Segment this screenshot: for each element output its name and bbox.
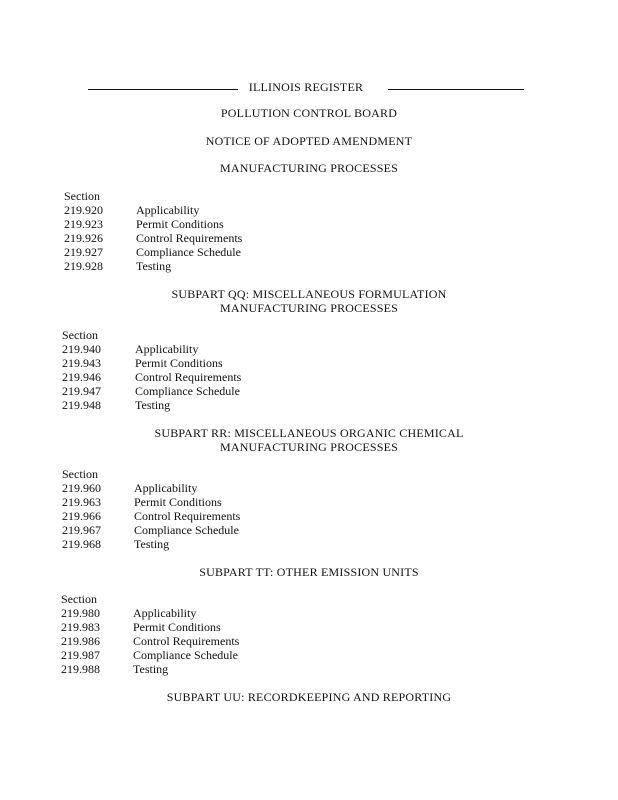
section-number: 219.927 xyxy=(64,245,103,259)
section-name: Control Requirements xyxy=(133,634,240,648)
section-name: Testing xyxy=(135,398,171,412)
list-item xyxy=(0,537,618,551)
register-header xyxy=(88,80,524,96)
list-item xyxy=(0,356,618,370)
section-name: Control Requirements xyxy=(134,509,241,523)
section-number: 219.963 xyxy=(62,495,101,509)
section-number: 219.960 xyxy=(62,481,101,495)
section-name: Compliance Schedule xyxy=(133,648,238,662)
section-number: 219.943 xyxy=(62,356,101,370)
section-number: 219.966 xyxy=(62,509,101,523)
list-item xyxy=(0,495,618,509)
list-item xyxy=(0,481,618,495)
section-number: 219.947 xyxy=(62,384,101,398)
header-rule-right xyxy=(388,89,524,90)
board-title: POLLUTION CONTROL BOARD xyxy=(220,106,398,120)
list-item xyxy=(0,217,618,231)
section-number: 219.940 xyxy=(62,342,101,356)
section-number: 219.920 xyxy=(64,203,103,217)
subpart-heading: SUBPART RR: MISCELLANEOUS ORGANIC CHEMICAL xyxy=(154,426,464,440)
section-number: 219.968 xyxy=(62,537,101,551)
list-item xyxy=(0,384,618,398)
section-label: Section xyxy=(61,592,97,606)
section-number: 219.988 xyxy=(61,662,100,676)
section-number: 219.923 xyxy=(64,217,103,231)
section-number: 219.928 xyxy=(64,259,103,273)
subpart-heading: SUBPART TT: OTHER EMISSION UNITS xyxy=(199,565,419,579)
section-name: Applicability xyxy=(135,342,199,356)
section-name: Control Requirements xyxy=(136,231,243,245)
section-name: Compliance Schedule xyxy=(135,384,240,398)
list-item xyxy=(0,259,618,273)
list-item xyxy=(0,231,618,245)
section-name: Permit Conditions xyxy=(134,495,222,509)
section-name: Compliance Schedule xyxy=(136,245,241,259)
list-item xyxy=(0,523,618,537)
section-number: 219.948 xyxy=(62,398,101,412)
section-number: 219.926 xyxy=(64,231,103,245)
register-title: ILLINOIS REGISTER xyxy=(248,80,364,94)
section-name: Applicability xyxy=(133,606,197,620)
section-name: Permit Conditions xyxy=(135,356,223,370)
section-name: Applicability xyxy=(136,203,200,217)
section-number: 219.983 xyxy=(61,620,100,634)
section-name: Testing xyxy=(136,259,172,273)
section-number: 219.980 xyxy=(61,606,100,620)
section-name: Permit Conditions xyxy=(136,217,224,231)
list-item xyxy=(0,648,618,662)
section-name: Testing xyxy=(134,537,170,551)
list-item xyxy=(0,398,618,412)
section-label: Section xyxy=(64,189,100,203)
list-item xyxy=(0,509,618,523)
section-number: 219.987 xyxy=(61,648,100,662)
section-label: Section xyxy=(62,467,98,481)
section-number: 219.946 xyxy=(62,370,101,384)
subpart-heading-continued: MANUFACTURING PROCESSES xyxy=(219,440,399,454)
subpart-tail-heading: MANUFACTURING PROCESSES xyxy=(219,161,399,175)
list-item xyxy=(0,634,618,648)
section-label: Section xyxy=(62,328,98,342)
section-name: Testing xyxy=(133,662,169,676)
section-number: 219.967 xyxy=(62,523,101,537)
subpart-heading: SUBPART UU: RECORDKEEPING AND REPORTING xyxy=(166,690,452,704)
list-item xyxy=(0,245,618,259)
list-item xyxy=(0,606,618,620)
list-item xyxy=(0,620,618,634)
list-item xyxy=(0,342,618,356)
list-item xyxy=(0,662,618,676)
notice-title: NOTICE OF ADOPTED AMENDMENT xyxy=(205,134,413,148)
section-name: Control Requirements xyxy=(135,370,242,384)
list-item xyxy=(0,203,618,217)
list-item xyxy=(0,370,618,384)
subpart-heading: SUBPART QQ: MISCELLANEOUS FORMULATION xyxy=(171,287,447,301)
section-name: Permit Conditions xyxy=(133,620,221,634)
section-number: 219.986 xyxy=(61,634,100,648)
subpart-heading-continued: MANUFACTURING PROCESSES xyxy=(219,301,399,315)
section-name: Applicability xyxy=(134,481,198,495)
section-name: Compliance Schedule xyxy=(134,523,239,537)
